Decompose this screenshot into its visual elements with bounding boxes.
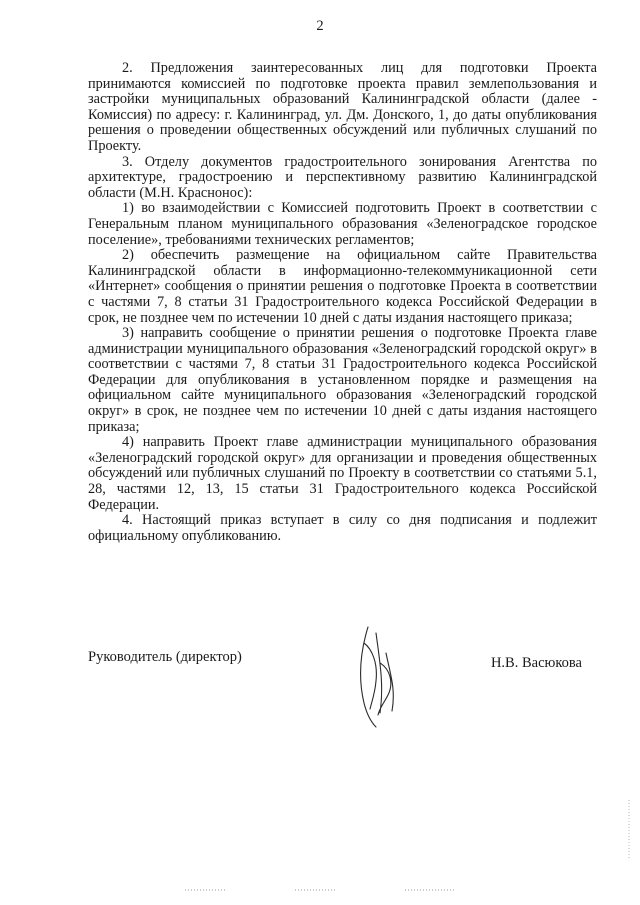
signature-block — [88, 649, 582, 739]
subitem-3: 3) направить сообщение о принятии решения о подготовке Проекта главе администрации муниципального образования «Зеленоградский городской округ» в соответствии с частями 7, 8 статьи 31 Градостроительного кодекса Российской Федерации для опубликования в установленном порядке и размещения на официальном сайте муниципального образования «Зеленоградский городской округ» в срок, не позднее чем по истечении 10 дней с даты издания настоящего приказа; — [88, 325, 597, 435]
paragraph-3: 3. Отделу документов градостроительного зонирования Агентства по архитектуре, градостроению и перспективному развитию Калининградской области (М.Н. Краснонос): — [88, 153, 597, 201]
page-number: 2 — [316, 18, 324, 34]
signer-name: Н.В. Васюкова — [490, 655, 582, 671]
margin-dotted-mark — [626, 800, 632, 860]
footer-dotted-marks — [185, 888, 505, 892]
subitem-2: 2) обеспечить размещение на официальном сайте Правительства Калининградской области в информационно-телекоммуникационной сети «Интернет» сообщения о принятии решения о подготовке Проекта в соответствии с частями 7, 8 статьи 31 Градостроительного кодекса Российской Федерации в срок, не позднее чем по истечении 10 дней с даты издания настоящего приказа; — [88, 247, 597, 326]
paragraph-4: 4. Настоящий приказ вступает в силу со дня подписания и подлежит официальному опубликованию. — [88, 512, 597, 544]
document-body — [88, 61, 597, 544]
handwritten-signature — [350, 623, 410, 731]
signer-title: Руководитель (директор) — [88, 649, 242, 665]
subitem-1: 1) во взаимодействии с Комиссией подготовить Проект в соответствии с Генеральным планом муниципального образования «Зеленоградское городское поселение», требованиями технических регламентов; — [88, 200, 597, 248]
paragraph-2: 2. Предложения заинтересованных лиц для подготовки Проекта принимаются комиссией по подготовке проекта правил землепользования и застройки муниципальных образований Калининградской области (далее - Комиссия) по адресу: г. Калининград, ул. Дм. Донского, 1, до даты опубликования решения о проведении общественных обсуждений или публичных слушаний по Проекту. — [88, 60, 597, 154]
subitem-4: 4) направить Проект главе администрации муниципального образования «Зеленоградский городской округ» для организации и проведения общественных обсуждений или публичных слушаний по Проекту в соответствии со статьями 5.1, 28, частями 12, 13, 15 статьи 31 Градостроительного кодекса Российской Федерации. — [88, 434, 597, 513]
